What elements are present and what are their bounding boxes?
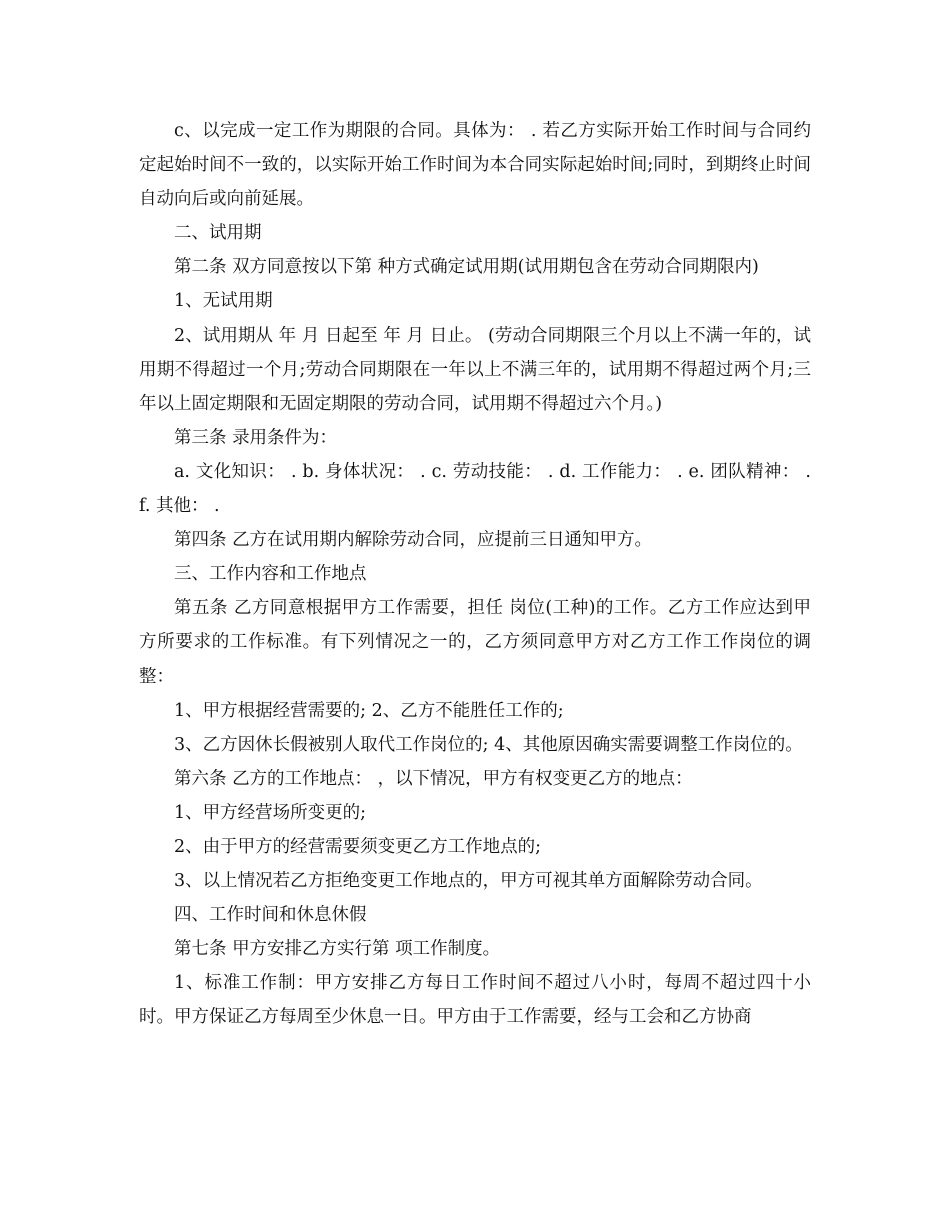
article-5: 第五条 乙方同意根据甲方工作需要，担任 岗位(工种)的工作。乙方工作应达到甲方所要求的工作标准。有下列情况之一的，乙方须同意甲方对乙方工作工作岗位的调整： (139, 598, 811, 687)
list-item: 2、试用期从 年 月 日起至 年 月 日止。 (劳动合同期限三个月以上不满一年的，试用期不得超过一个月;劳动合同期限在一年以上不满三年的，试用期不得超过两个月;三年以上固定期限和无固定期限的劳动合同，试用期不得超过六个月。) (139, 325, 811, 414)
list-item: 3、乙方因休长假被别人取代工作岗位的; 4、其他原因确实需要调整工作岗位的。 (174, 734, 803, 755)
article-4: 第四条 乙方在试用期内解除劳动合同，应提前三日通知甲方。 (174, 530, 653, 551)
section-heading-work-content: 三、工作内容和工作地点 (174, 564, 367, 585)
list-item: 1、标准工作制：甲方安排乙方每日工作时间不超过八小时，每周不超过四十小时。甲方保证乙方每周至少休息一日。甲方由于工作需要，经与工会和乙方协商 (139, 973, 811, 1028)
article-3: 第三条 录用条件为： (174, 427, 338, 448)
list-item: 2、由于甲方的经营需要须变更乙方工作地点的; (174, 836, 542, 857)
paragraph-contract-term-c: c、以完成一定工作为期限的合同。具体为： . 若乙方实际开始工作时间与合同约定起始时间不一致的，以实际开始工作时间为本合同实际起始时间;同时，到期终止时间自动向后或向前延展。 (139, 121, 811, 210)
list-item: 1、甲方根据经营需要的; 2、乙方不能胜任工作的; (174, 700, 564, 721)
section-heading-probation: 二、试用期 (174, 223, 262, 244)
article-2: 第二条 双方同意按以下第 种方式确定试用期(试用期包含在劳动合同期限内) (174, 257, 759, 278)
article-7: 第七条 甲方安排乙方实行第 项工作制度。 (174, 939, 501, 960)
article-6: 第六条 乙方的工作地点： ，以下情况，甲方有权变更乙方的地点： (174, 768, 693, 789)
list-item: 1、无试用期 (174, 291, 273, 312)
hiring-conditions: a. 文化知识： . b. 身体状况： . c. 劳动技能： . d. 工作能力： . e. 团队精神： . f. 其他： . (139, 461, 811, 517)
document-body (139, 114, 811, 1035)
section-heading-working-hours: 四、工作时间和休息休假 (174, 905, 367, 926)
list-item: 3、以上情况若乙方拒绝变更工作地点的，甲方可视其单方面解除劳动合同。 (174, 871, 763, 892)
list-item: 1、甲方经营场所变更的; (174, 802, 367, 823)
